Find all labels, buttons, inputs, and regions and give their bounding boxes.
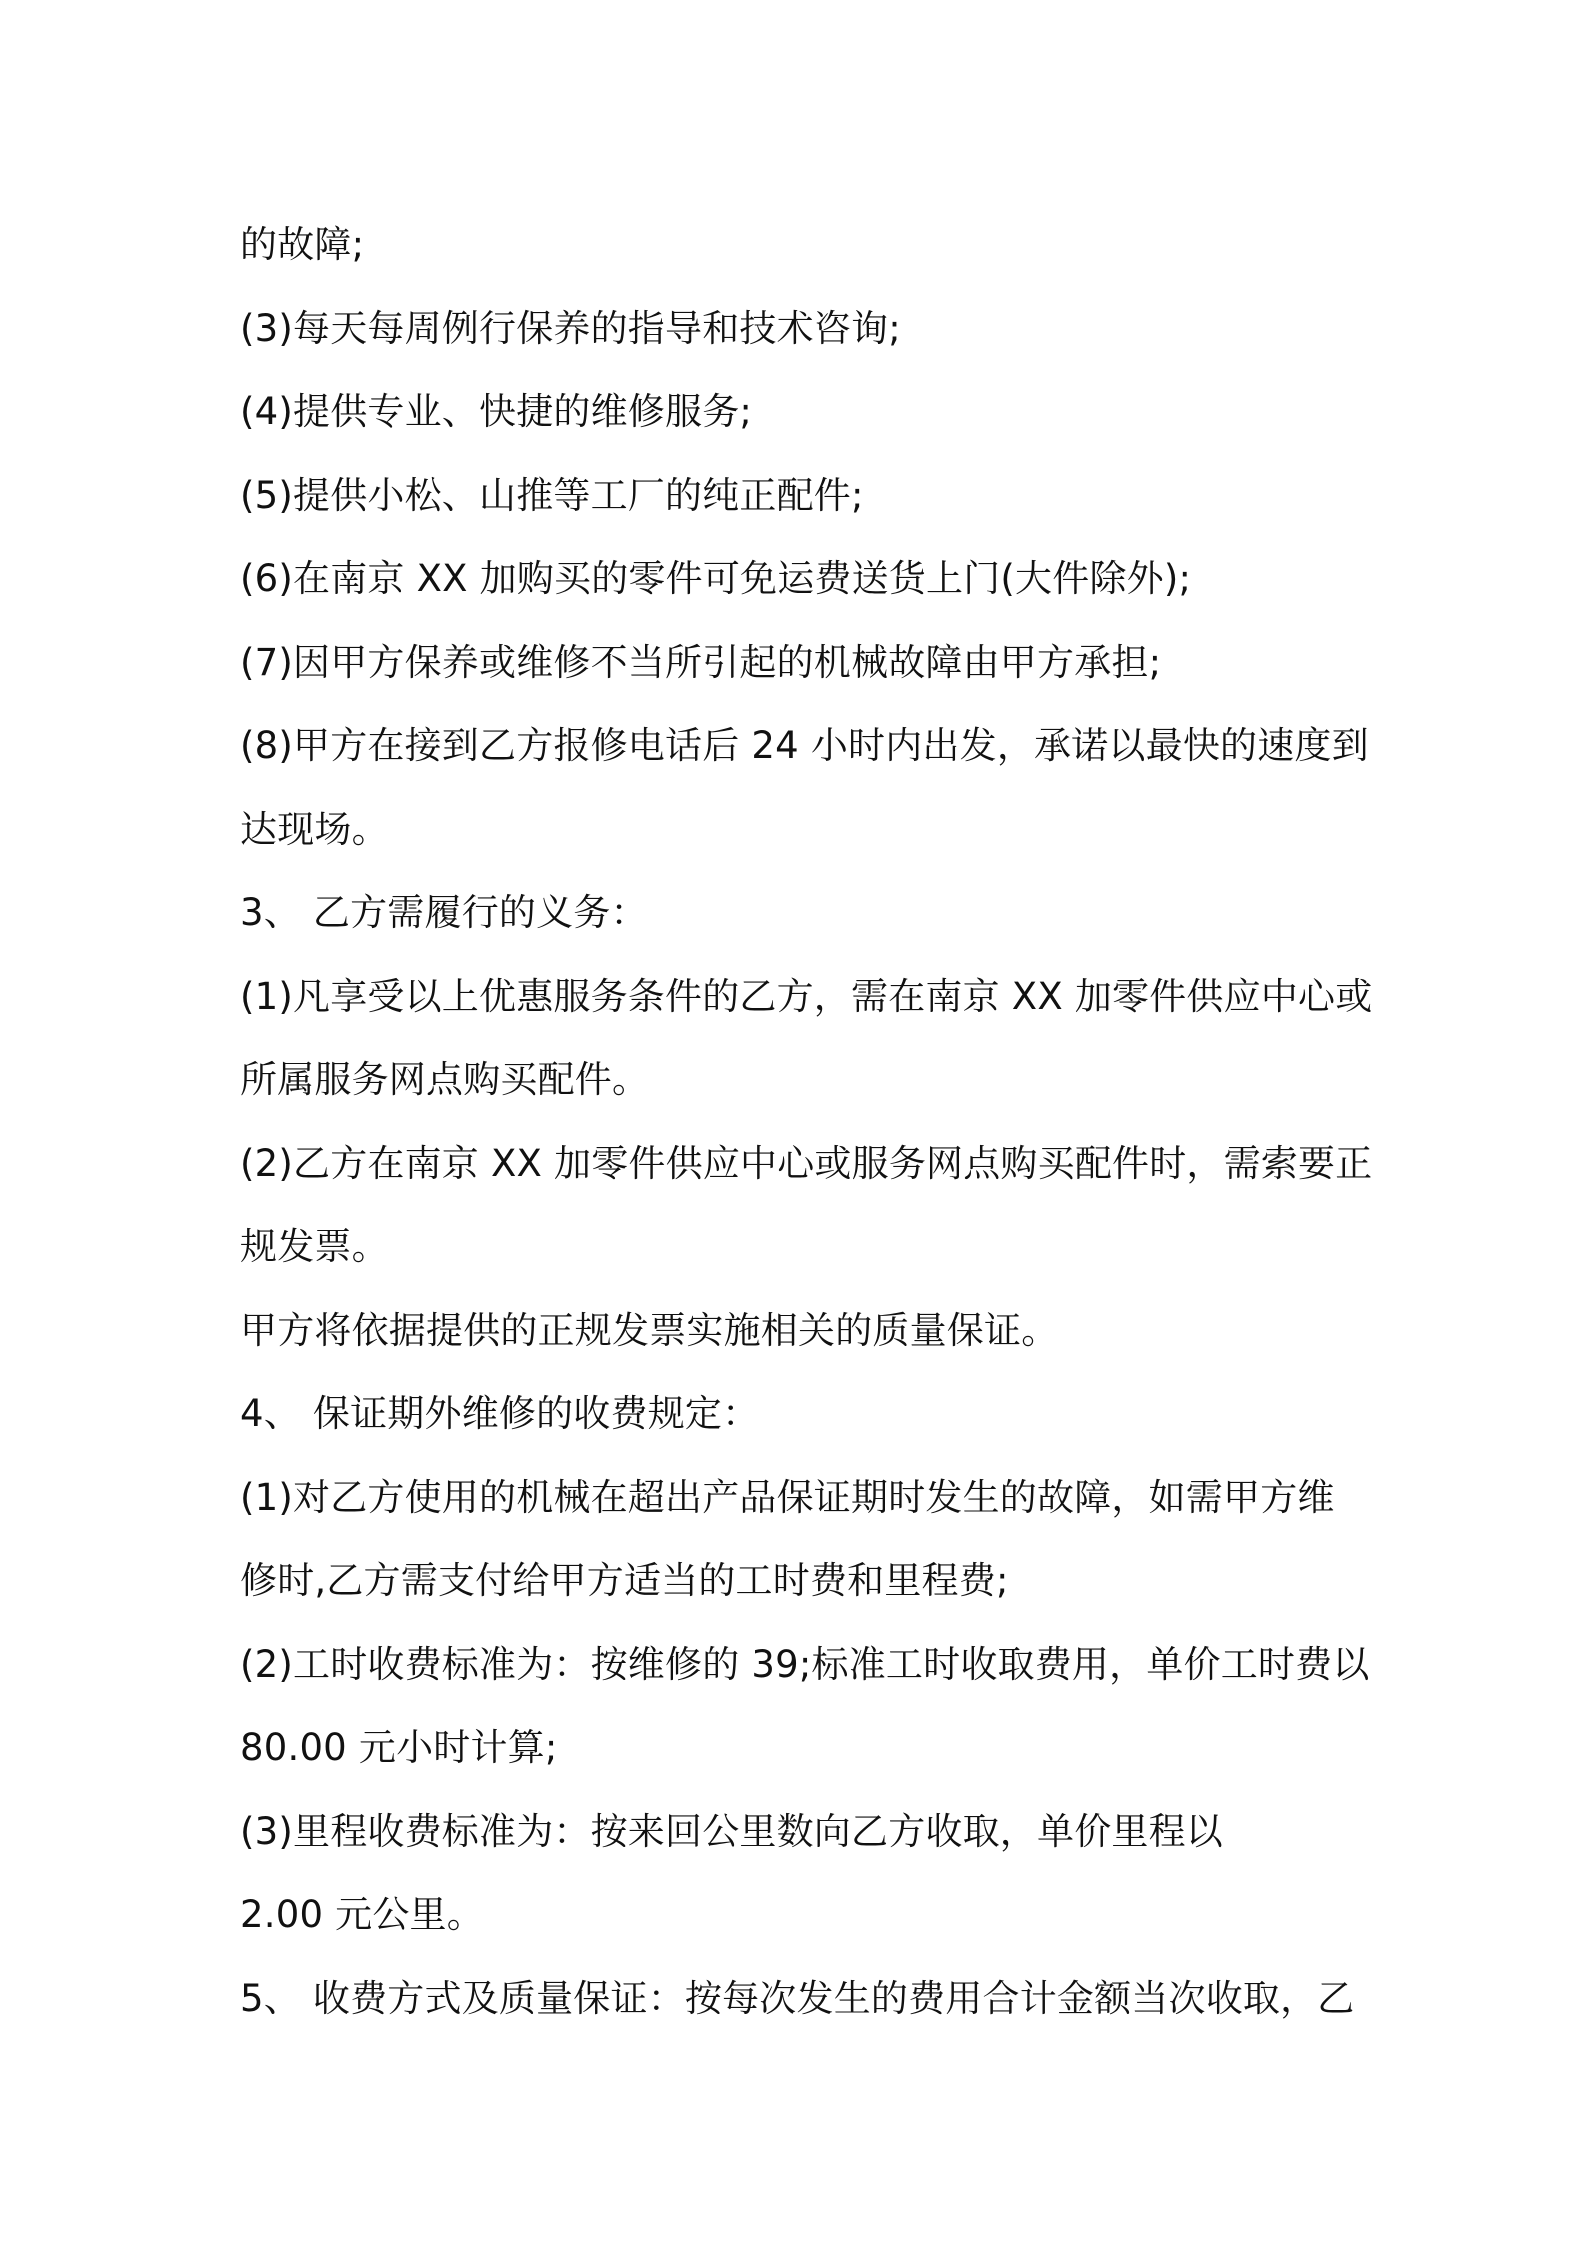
section-heading: 3、 乙方需履行的义务： <box>240 891 648 934</box>
text-line: (1)对乙方使用的机械在超出产品保证期时发生的故障，如需甲方维 <box>240 1475 1335 1519</box>
section-heading: 4、 保证期外维修的收费规定： <box>240 1392 760 1435</box>
text-line: (8)甲方在接到乙方报修电话后 24 小时内出发，承诺以最快的速度到 <box>240 724 1369 767</box>
text-line: 达现场。 <box>240 807 389 851</box>
text-line: (2)乙方在南京 XX 加零件供应中心或服务网点购买配件时，需索要正 <box>240 1141 1373 1185</box>
document-body <box>240 223 1373 2063</box>
text-line: 甲方将依据提供的正规发票实施相关的质量保证。 <box>240 1308 1059 1352</box>
text-line: (7)因甲方保养或维修不当所引起的机械故障由甲方承担; <box>240 640 1162 684</box>
text-line: (5)提供小松、山推等工厂的纯正配件; <box>240 473 864 517</box>
section-heading: 5、 收费方式及质量保证：按每次发生的费用合计金额当次收取，乙 <box>240 1976 1355 2020</box>
text-line: (1)凡享受以上优惠服务条件的乙方，需在南京 XX 加零件供应中心或 <box>240 974 1373 1018</box>
text-line: 修时,乙方需支付给甲方适当的工时费和里程费; <box>240 1559 1009 1602</box>
text-line: 2.00 元公里。 <box>240 1893 484 1936</box>
text-line: 所属服务网点购买配件。 <box>240 1058 650 1101</box>
text-line: 的故障; <box>240 223 365 266</box>
text-line: (3)里程收费标准为：按来回公里数向乙方收取，单价里程以 <box>240 1809 1224 1853</box>
text-line: (2)工时收费标准为：按维修的 39;标准工时收取费用，单价工时费以 <box>240 1642 1370 1686</box>
text-line: (6)在南京 XX 加购买的零件可免运费送货上门(大件除外); <box>240 557 1192 600</box>
text-line: 规发票。 <box>240 1225 389 1268</box>
text-line: 80.00 元小时计算; <box>240 1726 558 1769</box>
text-line: (3)每天每周例行保养的指导和技术咨询; <box>240 306 901 350</box>
text-line: (4)提供专业、快捷的维修服务; <box>240 390 753 433</box>
